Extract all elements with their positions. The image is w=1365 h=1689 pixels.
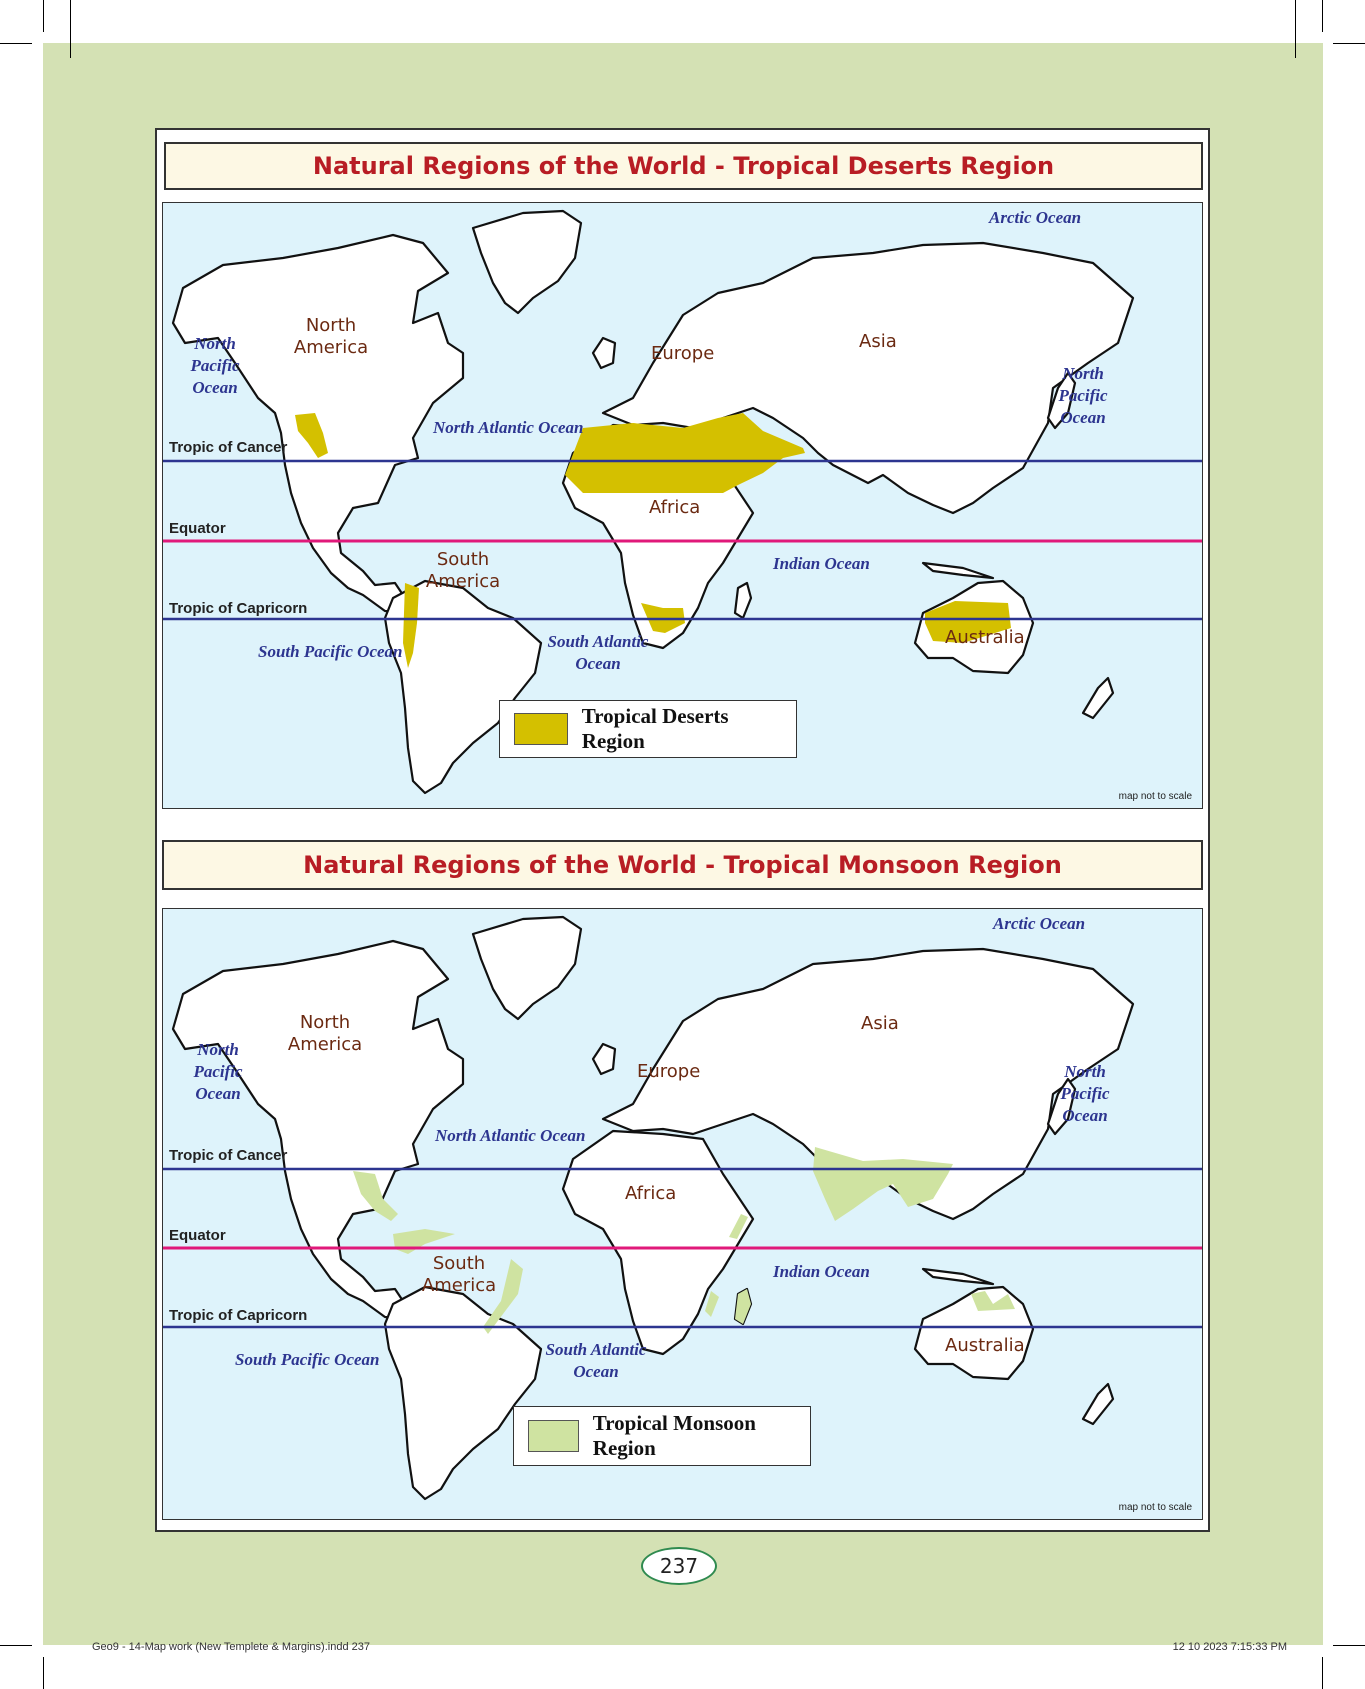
map-legend — [499, 700, 797, 758]
slug-left: Geo9 - 14-Map work (New Templete & Margins).indd 237 — [92, 1641, 370, 1653]
page-number: 237 — [641, 1547, 717, 1585]
tropic-of-capricorn-label: Tropic of Capricorn — [169, 600, 308, 617]
crop-mark — [43, 0, 44, 32]
map-title: Natural Regions of the World - Tropical Deserts Region — [312, 152, 1055, 180]
crop-mark — [1333, 1645, 1365, 1646]
uk-isles — [593, 338, 615, 368]
north-pacific-right-label: North Pacific Ocean — [1058, 364, 1108, 427]
equator-label: Equator — [169, 1227, 226, 1244]
north-america-label: North America — [293, 315, 369, 358]
asia-label: Asia — [861, 1013, 899, 1034]
africa-landmass — [563, 1131, 753, 1354]
australia-label: Australia — [945, 627, 1025, 648]
legend-label: Tropical Deserts Region — [581, 704, 729, 753]
south-pacific-label: South Pacific Ocean — [235, 1350, 380, 1369]
scale-note: map not to scale — [1118, 791, 1192, 802]
north-america-label: North America — [287, 1012, 363, 1055]
map-legend — [513, 1406, 811, 1466]
slug-right: 12 10 2023 7:15:33 PM — [1172, 1641, 1287, 1653]
north-pacific-left-label: North Pacific Ocean — [190, 334, 240, 397]
scale-note: map not to scale — [1118, 1502, 1192, 1513]
south-atlantic-label: South Atlantic Ocean — [547, 632, 649, 673]
legend-label: Tropical Monsoon Region — [592, 1411, 756, 1460]
new-zealand — [1083, 678, 1113, 718]
tropic-of-capricorn-label: Tropic of Capricorn — [169, 1307, 308, 1324]
deserts-map — [162, 202, 1203, 809]
northern-south-america-monsoon-region — [393, 1229, 455, 1254]
crop-mark — [0, 43, 32, 44]
tropic-of-cancer-label: Tropic of Cancer — [169, 439, 288, 456]
map-title-box — [164, 142, 1203, 190]
monsoon-map — [162, 908, 1203, 1520]
mozambique-monsoon-region — [705, 1291, 719, 1317]
africa-label: Africa — [625, 1183, 677, 1204]
crop-mark — [0, 1645, 32, 1646]
legend-swatch — [514, 713, 568, 745]
south-america-label: South America — [421, 1253, 497, 1296]
europe-label: Europe — [651, 343, 715, 364]
greenland — [473, 917, 581, 1019]
equator-label: Equator — [169, 520, 226, 537]
content-frame — [155, 128, 1210, 1532]
indian-ocean-label: Indian Ocean — [773, 1262, 870, 1281]
north-pacific-left-label: North Pacific Ocean — [193, 1040, 243, 1103]
north-atlantic-label: North Atlantic Ocean — [433, 418, 584, 437]
indonesia — [923, 1269, 993, 1284]
africa-label: Africa — [649, 497, 701, 518]
legend-swatch — [528, 1420, 579, 1452]
uk-isles — [593, 1044, 615, 1074]
arctic-ocean-label: Arctic Ocean — [993, 914, 1086, 933]
crop-mark — [1322, 0, 1323, 32]
indonesia — [923, 563, 993, 578]
south-atlantic-label: South Atlantic Ocean — [545, 1340, 647, 1381]
crop-mark — [1295, 0, 1296, 58]
australia-label: Australia — [945, 1335, 1025, 1356]
asia-label: Asia — [859, 331, 897, 352]
greenland — [473, 211, 581, 313]
crop-mark — [1322, 1657, 1323, 1689]
north-atlantic-label: North Atlantic Ocean — [435, 1126, 586, 1145]
crop-mark — [43, 1657, 44, 1689]
map-title: Natural Regions of the World - Tropical Monsoon Region — [303, 851, 1062, 879]
crop-mark — [1333, 43, 1365, 44]
tropic-of-cancer-label: Tropic of Cancer — [169, 1147, 288, 1164]
indian-ocean-label: Indian Ocean — [773, 554, 870, 573]
south-america-label: South America — [425, 549, 501, 592]
madagascar — [735, 583, 751, 618]
north-pacific-right-label: North Pacific Ocean — [1060, 1062, 1110, 1125]
south-pacific-label: South Pacific Ocean — [258, 642, 403, 661]
south-america-landmass — [385, 1287, 541, 1499]
crop-mark — [70, 0, 71, 58]
arctic-ocean-label: Arctic Ocean — [989, 208, 1082, 227]
new-zealand — [1083, 1384, 1113, 1424]
europe-label: Europe — [637, 1061, 701, 1082]
map-title-box — [162, 840, 1203, 890]
